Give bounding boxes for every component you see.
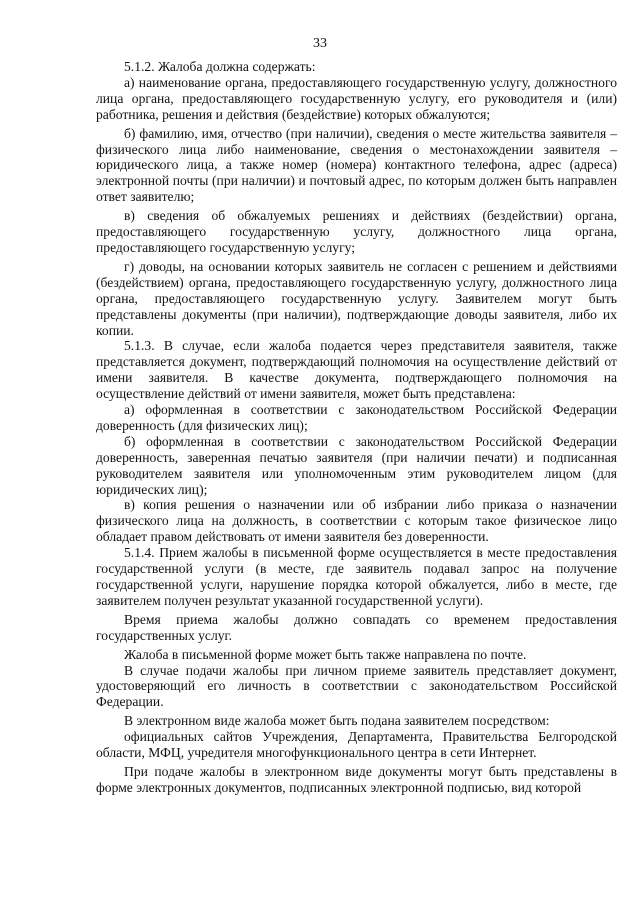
representative-b-paragraph: б) оформленная в соответствии с законодательством Российской Федерации доверенность, заверенная печатью заявителя (при наличии печати) и подписанная руководителем заявителя или уполномоченным этим руководителем лицом (для юридических лиц); (96, 433, 617, 497)
document-body (96, 59, 617, 796)
postal-complaint-paragraph: Жалоба в письменной форме может быть также направлена по почте. (124, 646, 527, 662)
section-5-1-4-paragraph: 5.1.4. Прием жалобы в письменной форме осуществляется в месте предоставления государственной услуги (в месте, где заявитель подавал запрос на получение государственной услуги, нарушение порядка которой обжалуется, либо в месте, где заявителем получен результат указанной государственной услуги). (96, 545, 617, 608)
item-v-paragraph: в) сведения об обжалуемых решениях и действиях (бездействии) органа, предоставляющего государственную услугу, должностного лица органа, предоставляющего государственную услугу; (96, 208, 617, 255)
representative-v-paragraph: в) копия решения о назначении или об избрании либо приказа о назначении физического лица на должность, в соответствии с которым такое физическое лицо обладает правом действовать от имени заявителя без доверенности. (96, 497, 617, 545)
item-b-paragraph: б) фамилию, имя, отчество (при наличии), сведения о месте жительства заявителя – физического лица либо наименование, сведения о местонахождении заявителя – юридического лица, а также номер (номера) контактного телефона, адрес (адреса) электронной почты (при наличии) и почтовый адрес, по которым должен быть направлен ответ заявителю; (96, 125, 617, 205)
section-5-1-3-paragraph: 5.1.3. В случае, если жалоба подается через представителя заявителя, также представляется документ, подтверждающий полномочия на осуществление действий от имени заявителя. В качестве документа, подтверждающего полномочия на осуществление действий от имени заявителя, может быть представлена: (96, 338, 617, 402)
representative-a-paragraph: а) оформленная в соответствии с законодательством Российской Федерации доверенность (для физических лиц); (96, 402, 617, 433)
electronic-complaint-paragraph: В электронном виде жалоба может быть подана заявителем посредством: (124, 713, 550, 729)
personal-reception-paragraph: В случае подачи жалобы при личном приеме заявитель представляет документ, удостоверяющий его личность в соответствии с законодательством Российской Федерации. (96, 662, 617, 710)
section-5-1-2-heading: 5.1.2. Жалоба должна содержать: (124, 59, 316, 74)
item-a-paragraph: а) наименование органа, предоставляющего государственную услугу, должностного лица органа, предоставляющего государственную услугу, его руководителя и (или) работника, решения и действия (бездействие) которых обжалуются; (96, 74, 617, 122)
official-sites-paragraph: официальных сайтов Учреждения, Департамента, Правительства Белгородской области, МФЦ, учредителя многофункционального центра в сети Интернет. (96, 729, 617, 761)
page-number: 33 (313, 36, 327, 51)
reception-time-paragraph: Время приема жалобы должно совпадать со временем предоставления государственных услуг. (96, 611, 617, 643)
electronic-documents-paragraph: При подаче жалобы в электронном виде документы могут быть представлены в форме электронных документов, подписанных электронной подписью, вид которой (96, 763, 617, 795)
item-g-paragraph: г) доводы, на основании которых заявитель не согласен с решением и действиями (бездействием) органа, предоставляющего государственную услугу, должностного лица органа, предоставляющего государственную услугу. Заявителем могут быть представлены документы (при наличии), подтверждающие доводы заявителя, либо их копии. (96, 258, 617, 338)
